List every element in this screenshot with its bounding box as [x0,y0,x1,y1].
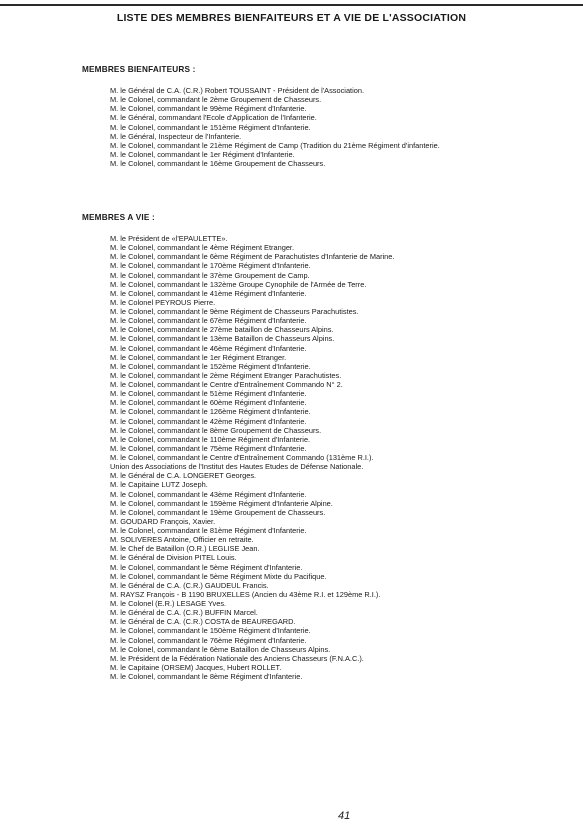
list-item: M. le Colonel, commandant le 126ème Régiment d'Infanterie. [110,407,311,417]
list-item: M. le Colonel, commandant le 76ème Régiment d'Infanterie. [110,635,307,645]
list-item: M. le Colonel, commandant le 150ème Régiment d'Infanterie. [110,626,311,636]
page-title: LISTE DES MEMBRES BIENFAITEURS ET A VIE DE L'ASSOCIATION [116,12,467,24]
list-item: M. le Colonel, commandant le 170ème Régiment d'Infanterie. [110,261,311,271]
list-item: M. le Colonel, commandant le 4ème Régiment Etranger. [110,243,295,253]
list-item: M. le Colonel, commandant le Centre d'Entraînement Commando N° 2. [110,380,343,389]
list-item: M. le Colonel, commandant le 27ème bataillon de Chasseurs Alpins. [110,325,334,335]
list-item: M. le Capitaine (ORSEM) Jacques, Hubert ROLLET. [110,662,282,672]
list-item: M. SOLIVERES Antoine, Officier en retraite. [110,535,254,545]
list-item: M. le Colonel, commandant le 2ème Régiment Etranger Parachutistes. [110,370,342,380]
list-item: M. le Colonel, commandant le 1er Régiment Etranger. [110,352,287,362]
list-item: M. le Général de C.A. (C.R.) GAUDEUL Francis. [110,580,269,590]
list-item: M. le Colonel, commandant le 21ème Régiment de Camp (Tradition du 21ème Régiment d'infanterie. [110,140,440,150]
list-item: M. le Colonel, commandant le 67ème Régiment d'Infanterie. [110,316,307,326]
list-item: M. le Colonel, commandant le 110ème Régiment d'Infanterie. [110,434,311,444]
list-item: M. le Colonel, commandant le 16ème Groupement de Chasseurs. [110,159,326,168]
list-item: M. le Colonel, commandant le 1er Régiment d'Infanterie. [110,149,295,159]
list-item: M. le Colonel, commandant le 8ème Groupement de Chasseurs. [110,425,322,435]
list-item: M. le Général de C.A. (C.R.) COSTA de BEAUREGARD. [110,617,296,627]
list-item: M. le Colonel, commandant le 81ème Régiment d'Infanterie. [110,526,307,535]
section-heading-bienfaiteurs: MEMBRES BIENFAITEURS : [82,65,196,74]
list-item: M. le Chef de Bataillon (O.R.) LEGLISE Jean. [110,544,260,554]
list-item: M. le Colonel, commandant le 19ème Groupement de Chasseurs. [110,507,326,517]
list-item: M. RAYSZ François - B 1190 BRUXELLES (Ancien du 43ème R.I. et 129ème R.I.). [110,589,381,599]
list-item: M. le Colonel, commandant le 46ème Régiment d'Infanterie. [110,343,307,353]
list-item: M. le Général de Division PITEL Louis. [110,553,237,563]
list-item: M. le Colonel, commandant le 6ème Régiment de Parachutistes d'Infanterie de Marine. [110,252,395,262]
list-item: M. le Colonel (E.R.) LESAGE Yves. [110,599,227,608]
list-item: M. le Colonel, commandant le Centre d'Entraînement Commando (131ème R.I.). [110,453,374,462]
list-item: M. le Président de «l'EPAULETTE». [110,234,228,243]
list-item: M. le Colonel, commandant le 2ème Groupement de Chasseurs. [110,95,322,105]
list-item: M. le Colonel, commandant le 151ème Régiment d'Infanterie. [110,122,311,132]
list-item: M. le Colonel, commandant le 37ème Groupement de Camp. [110,270,310,280]
list-item: M. le Président de la Fédération Nationale des Anciens Chasseurs (F.N.A.C.). [110,653,364,663]
list-membres-a-vie [110,234,505,681]
list-item: M. le Général de C.A. (C.R.) BUFFIN Marcel. [110,608,258,618]
list-item: M. le Colonel, commandant le 75ème Régiment d'Infanterie. [110,443,307,453]
list-item: M. le Colonel, commandant le 60ème Régiment d'Infanterie. [110,398,307,408]
list-item: M. le Colonel, commandant le 5ème Régiment Mixte du Pacifique. [110,571,327,581]
list-item: M. le Colonel, commandant le 6ème Bataillon de Chasseurs Alpins. [110,644,331,654]
list-item: M. le Colonel PEYROUS Pierre. [110,297,216,307]
list-item: M. le Général de C.A. LONGERET Georges. [110,471,257,481]
list-item: M. le Colonel, commandant le 43ème Régiment d'Infanterie. [110,489,307,499]
list-item: M. le Colonel, commandant le 9ème Régiment de Chasseurs Parachutistes. [110,307,359,316]
section-heading-vie: MEMBRES A VIE : [82,213,155,222]
list-item: M. le Colonel, commandant le 159ème Régiment d'Infanterie Alpine. [110,498,333,508]
list-item: M. le Capitaine LUTZ Joseph. [110,480,208,490]
list-item: Union des Associations de l'Institut des Hautes Etudes de Défense Nationale. [110,462,364,472]
list-item: M. le Général de C.A. (C.R.) Robert TOUSSAINT - Président de l'Association. [110,86,365,95]
list-bienfaiteurs [110,86,505,168]
list-item: M. le Général, commandant l'Ecole d'Application de l'Infanterie. [110,113,317,123]
list-item: M. le Colonel, commandant le 51ème Régiment d'Infanterie. [110,389,307,399]
list-item: M. GOUDARD François, Xavier. [110,516,216,526]
list-item: M. le Colonel, commandant le 41ème Régiment d'Infanterie. [110,288,307,298]
top-rule [0,4,583,6]
list-item: M. le Colonel, commandant le 42ème Régiment d'Infanterie. [110,416,307,426]
list-item: M. le Colonel, commandant le 132ème Groupe Cynophile de l'Armée de Terre. [110,279,367,289]
list-item: M. le Colonel, commandant le 152ème Régiment d'Infanterie. [110,361,311,371]
list-item: M. le Général, Inspecteur de l'Infanterie. [110,131,242,141]
list-item: M. le Colonel, commandant le 8ème Régiment d'Infanterie. [110,672,303,681]
page-number: 41 [338,810,351,822]
list-item: M. le Colonel, commandant le 99ème Régiment d'Infanterie. [110,104,307,114]
list-item: M. le Colonel, commandant le 13ème Bataillon de Chasseurs Alpins. [110,334,335,344]
list-item: M. le Colonel, commandant le 5ème Régiment d'Infanterie. [110,562,303,572]
